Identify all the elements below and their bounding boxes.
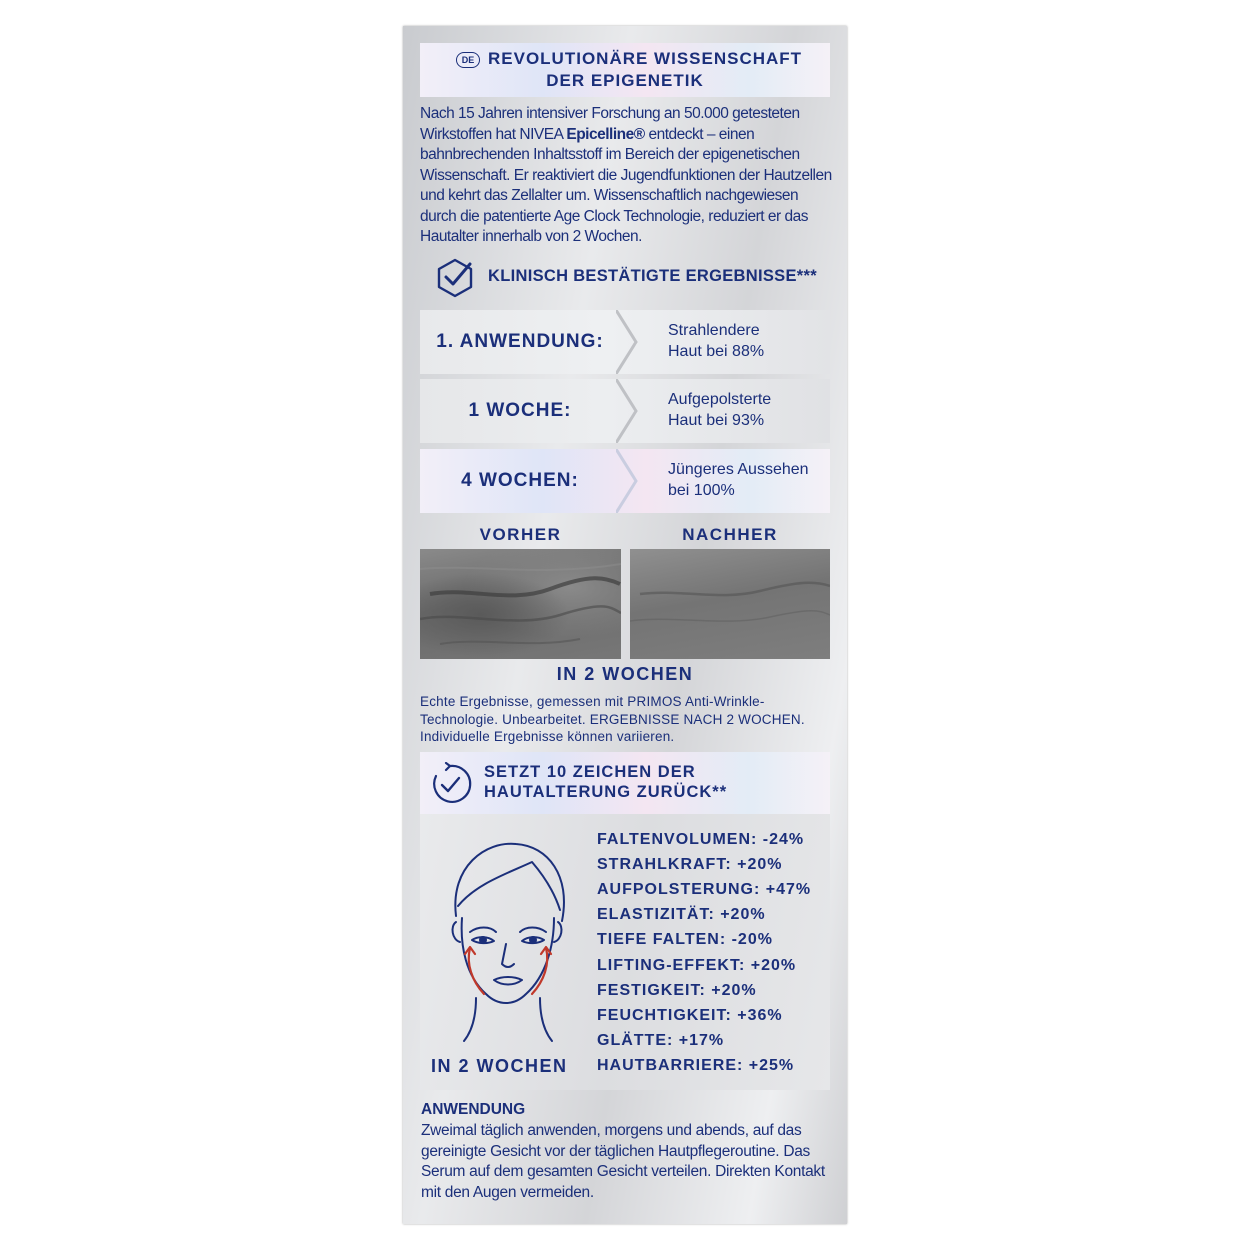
stat-item: HAUTBARRIERE: +25% xyxy=(597,1057,795,1074)
country-badge: DE xyxy=(456,52,480,68)
result-value: Jüngeres Aussehen bei 100% xyxy=(668,461,809,499)
after-skin-image xyxy=(630,549,830,659)
section-header-epigenetics xyxy=(420,43,830,97)
result-value: Aufgepolsterte Haut bei 93% xyxy=(668,391,772,429)
intro-text-start: Nach 15 Jahren intensiver Forschung an 50.000 getesteten Wirkstoffen hat NIVEA xyxy=(420,105,800,143)
before-skin-image xyxy=(420,549,621,659)
skin-aging-stats-panel xyxy=(420,814,830,1090)
usage-title: ANWENDUNG xyxy=(421,1101,526,1118)
result-row xyxy=(420,310,830,374)
header-title-line2: DER EPIGENETIK xyxy=(546,71,704,90)
result-row xyxy=(420,449,830,513)
after-label: NACHHER xyxy=(682,525,778,544)
result-label: 1 WOCHE: xyxy=(468,400,572,421)
stat-item: GLÄTTE: +17% xyxy=(597,1032,725,1049)
result-label: 4 WOCHEN: xyxy=(461,470,579,491)
clinical-results-header xyxy=(420,258,830,298)
stat-item: FALTENVOLUMEN: -24% xyxy=(597,831,805,848)
header-title-line1: REVOLUTIONÄRE WISSENSCHAFT xyxy=(488,49,803,68)
face-illustration xyxy=(436,836,576,1046)
stat-item: FEUCHTIGKEIT: +36% xyxy=(597,1007,783,1024)
intro-paragraph xyxy=(420,104,832,248)
brand-name: Epicelline® xyxy=(566,125,645,143)
chevron-right-icon xyxy=(616,379,638,443)
stat-item: ELASTIZITÄT: +20% xyxy=(597,906,766,923)
result-value: Strahlendere Haut bei 88% xyxy=(668,322,765,360)
usage-text: Zweimal täglich anwenden, morgens und abends, auf das gereinigte Gesicht vor der täglichen Hautpflegeroutine. Das Serum auf dem gesamten Gesicht verteilen. Direkten Kontakt mit den Augen vermeiden. xyxy=(421,1122,825,1201)
chevron-right-icon xyxy=(616,310,638,374)
check-shield-icon xyxy=(434,258,476,298)
stat-item: FESTIGKEIT: +20% xyxy=(597,982,757,999)
comparison-caption: IN 2 WOCHEN xyxy=(556,664,694,684)
result-label: 1. ANWENDUNG: xyxy=(436,331,604,352)
face-caption: IN 2 WOCHEN xyxy=(431,1056,568,1076)
reset-signs-header xyxy=(420,752,830,814)
stat-item: STRAHLKRAFT: +20% xyxy=(597,856,783,873)
stat-item: TIEFE FALTEN: -20% xyxy=(597,931,773,948)
reset-title: SETZT 10 ZEICHEN DER HAUTALTERUNG ZURÜCK** xyxy=(484,763,728,801)
intro-text-end: entdeckt – einen bahnbrechenden Inhaltsstoff im Bereich der epigenetischen Wissenschaft. Er reaktiviert die Jugendfunktionen der Hautzellen und kehrt das Zellalter um. Wissenschaftlich nachgewiesen durch die patentierte Age Clock Technologie, reduziert er das Hautalter innerhalb von 2 Wochen. xyxy=(420,125,832,245)
stat-item: AUFPOLSTERUNG: +47% xyxy=(597,881,812,898)
clinical-results-title: KLINISCH BESTÄTIGTE ERGEBNISSE*** xyxy=(488,267,817,285)
chevron-right-icon xyxy=(616,449,638,513)
stat-item: LIFTING-EFFEKT: +20% xyxy=(597,957,797,974)
clock-check-icon xyxy=(428,762,472,806)
before-label: VORHER xyxy=(479,525,562,544)
result-row xyxy=(420,379,830,443)
comparison-disclaimer: Echte Ergebnisse, gemessen mit PRIMOS Anti-Wrinkle-Technologie. Unbearbeitet. ERGEBNISSE NACH 2 WOCHEN. Individuelle Ergebnisse können variieren. xyxy=(420,694,805,744)
